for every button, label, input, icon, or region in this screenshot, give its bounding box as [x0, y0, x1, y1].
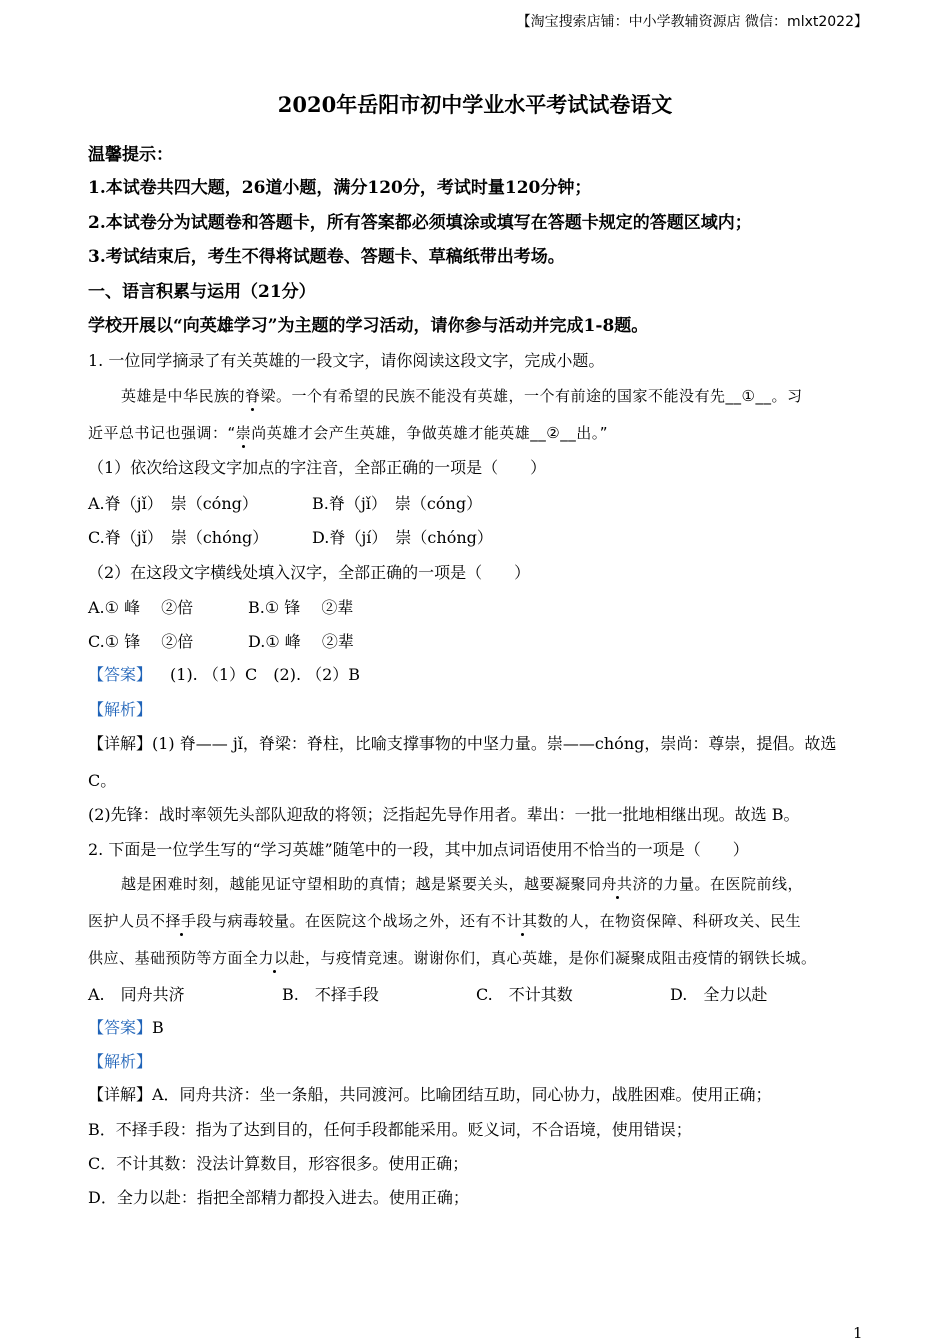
q2-detail: D．全力以赴：指把全部精力都投入进去。使用正确； [88, 1188, 469, 1207]
dotted-char: 脊 [245, 387, 261, 405]
q1-sub1-option: A.脊（jǐ） 崇（cóng） [88, 494, 258, 513]
passage-text: 的人，在物资保障、科研攻关、民生 [553, 912, 802, 930]
header-note: 【淘宝搜索店铺：中小学教辅资源店 微信：mlxt2022】 [516, 14, 868, 30]
q2-option: C. 不计其数 [476, 985, 573, 1004]
q2-detail: C．不计其数：没法计算数目，形容很多。使用正确； [88, 1154, 469, 1173]
q1-sub1-option: C.脊（jǐ） 崇（chóng） [88, 528, 269, 547]
q2-option: D. 全力以赴 [670, 985, 768, 1004]
passage-text: 梁。一个有希望的民族不能没有英雄，一个有前途的国家不能没有先__①__。习 [260, 387, 803, 405]
section-intro: 学校开展以“向英雄学习”为主题的学习活动，请你参与活动并完成1-8题。 [88, 316, 649, 336]
q1-sub2-option: C.① 锋 ②倍 [88, 632, 194, 651]
passage-text: 英雄是中华民族的 [121, 387, 246, 405]
q1-analysis-label: 【解析】 [88, 700, 153, 719]
q2-detail: 【详解】A．同舟共济：坐一条船，共同渡河。比喻团结互助，同心协力，战胜困难。使用正确； [88, 1085, 772, 1104]
q2-passage-line [121, 874, 803, 894]
q1-sub2-option: B.① 锋 ②辈 [248, 598, 354, 617]
q1-sub2-option: A.① 峰 ②倍 [88, 598, 194, 617]
q2-stem: 2. 下面是一位学生写的“学习英雄”随笔中的一段，其中加点词语使用不恰当的一项是（ ） [88, 840, 749, 859]
q2-answer [88, 1018, 164, 1038]
page-number: 1 [853, 1324, 863, 1342]
q1-sub1-option: D.脊（jí） 崇（chóng） [312, 528, 493, 547]
answer-label: 【答案】 [88, 665, 153, 684]
q1-passage-line [121, 386, 802, 406]
tips-item: 3.考试结束后，考生不得将试题卷、答题卡、草稿纸带出考场。 [88, 247, 565, 267]
q1-sub1-question: （1）依次给这段文字加点的字注音，全部正确的一项是（ ） [88, 458, 547, 477]
q1-sub2-option: D.① 峰 ②辈 [248, 632, 354, 651]
q1-detail: C。 [88, 771, 117, 790]
q2-passage-line [88, 911, 801, 931]
answer-text: (1). （1）C (2). （2）B [170, 665, 361, 684]
answer-text: B [152, 1018, 164, 1037]
dotted-word: 全力以赴 [243, 949, 306, 967]
tips-item: 2.本试卷分为试题卷和答题卡，所有答案都必须填涂或填写在答题卡规定的答题区域内； [88, 213, 752, 233]
passage-text: 近平总书记也强调：“ [88, 424, 236, 442]
dotted-word: 同舟共济 [586, 875, 649, 893]
passage-text: ，与疫情竞速。谢谢你们，真心英雄，是你们凝聚成阻击疫情的钢铁长城。 [305, 949, 817, 967]
tips-heading: 温馨提示： [88, 145, 173, 165]
q2-option: A. 同舟共济 [88, 985, 185, 1004]
passage-text: 尚英雄才会产生英雄，争做英雄才能英雄__②__出。” [251, 424, 609, 442]
q1-detail: 【详解】(1) 脊—— jǐ，脊梁：脊柱，比喻支撑事物的中坚力量。崇——chóng，崇尚：尊崇，提倡。故选 [88, 734, 837, 753]
answer-label: 【答案】 [88, 1018, 153, 1037]
q1-detail: (2)先锋：战时率领先头部队迎敌的将领；泛指起先导作用者。辈出：一批一批地相继出现。故选 B。 [88, 805, 800, 824]
q1-passage-line [88, 423, 608, 443]
passage-text: 越是困难时刻，越能见证守望相助的真情；越是紧要关头，越要凝聚 [121, 875, 587, 893]
dotted-char: 崇 [235, 424, 252, 442]
page-title: 2020年岳阳市初中学业水平考试试卷语文 [277, 92, 673, 117]
q2-analysis-label: 【解析】 [88, 1052, 153, 1071]
dotted-word: 不计其数 [491, 912, 554, 930]
q1-stem: 1. 一位同学摘录了有关英雄的一段文字，请你阅读这段文字，完成小题。 [88, 351, 605, 370]
dotted-word: 不择手段 [150, 912, 213, 930]
tips-item: 1.本试卷共四大题，26道小题，满分120分，考试时量120分钟； [88, 178, 592, 198]
passage-text: 医护人员 [88, 912, 151, 930]
q1-answer [88, 665, 360, 685]
passage-text: 供应、基础预防等方面 [88, 949, 244, 967]
section-heading: 一、语言积累与运用（21分） [88, 282, 316, 302]
q1-sub1-option: B.脊（jǐ） 崇（cóng） [312, 494, 483, 513]
q2-detail: B．不择手段：指为了达到目的，任何手段都能采用。贬义词，不合语境，使用错误； [88, 1120, 692, 1139]
q1-sub2-question: （2）在这段文字横线处填入汉字，全部正确的一项是（ ） [88, 563, 531, 582]
passage-text: 的力量。在医院前线， [648, 875, 804, 893]
q2-passage-line [88, 948, 817, 968]
q2-option: B. 不择手段 [282, 985, 379, 1004]
passage-text: 与病毒较量。在医院这个战场之外，还有 [212, 912, 492, 930]
